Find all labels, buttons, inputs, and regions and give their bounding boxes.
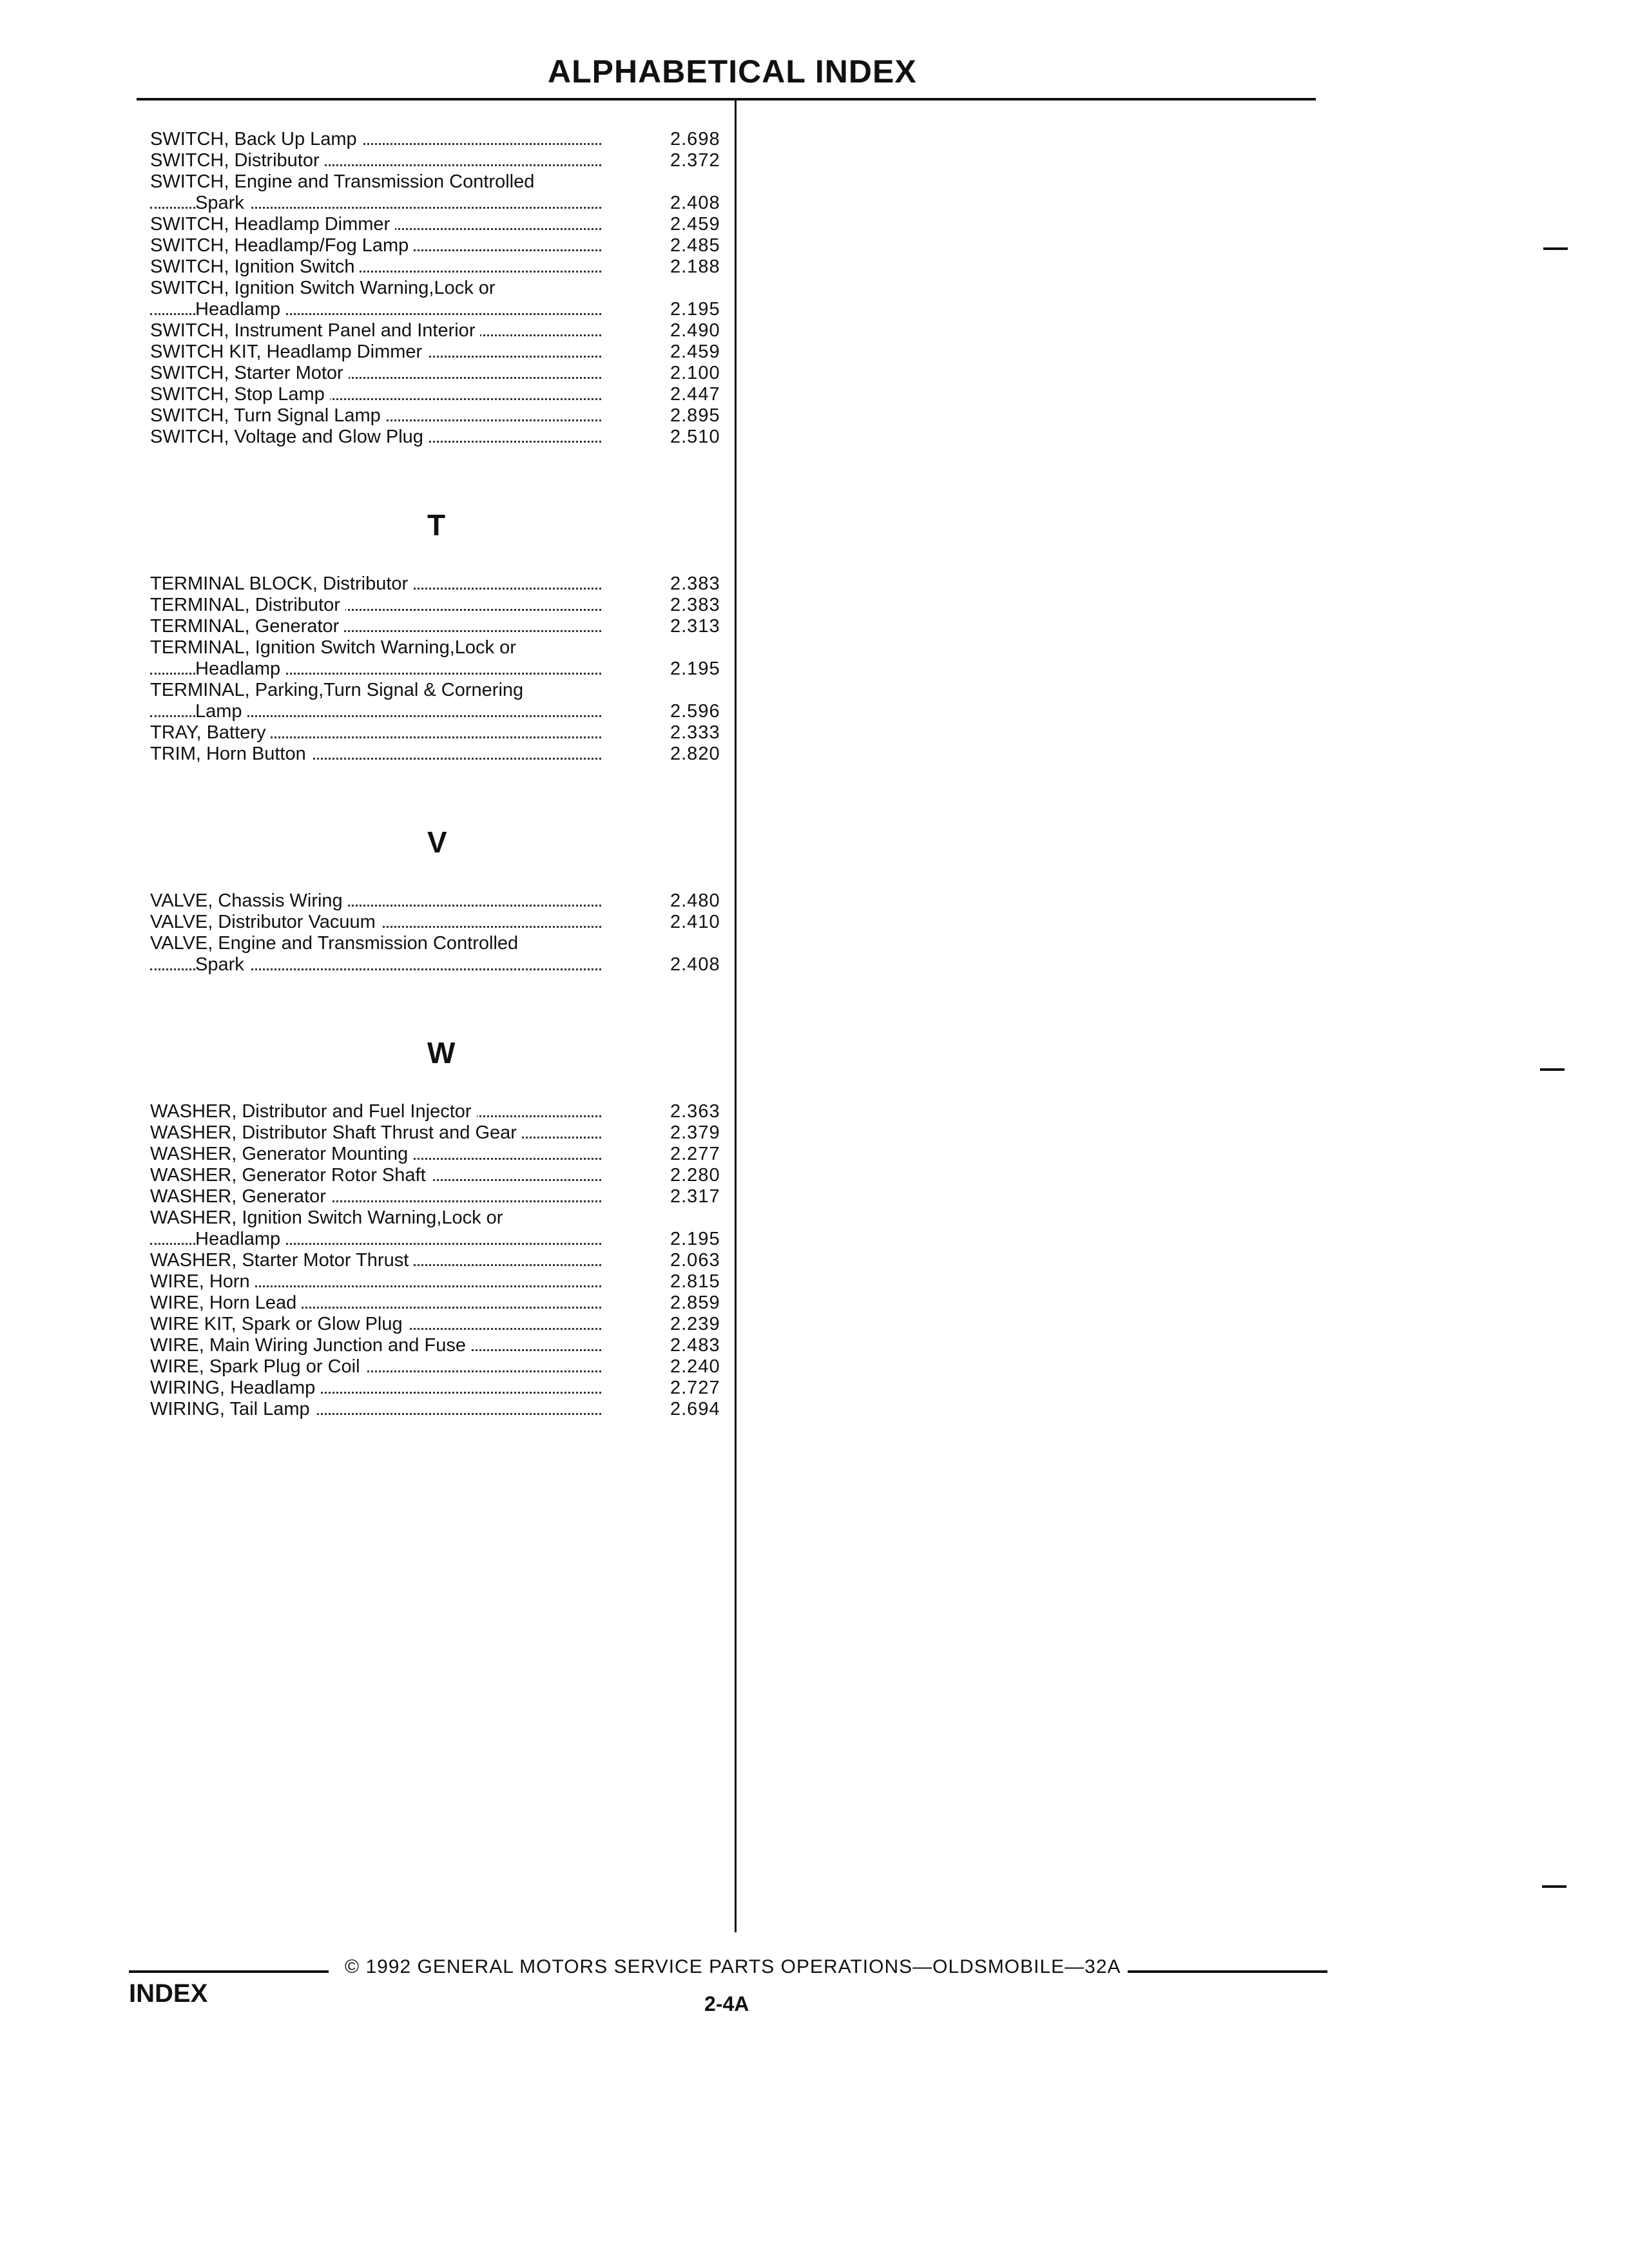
index-entry — [150, 658, 730, 680]
entry-page-number: 2.317 — [670, 1186, 720, 1207]
index-entry — [150, 150, 730, 171]
copyright-text: © 1992 GENERAL MOTORS SERVICE PARTS OPERATIONS—OLDSMOBILE—32A — [345, 1956, 1121, 1977]
entry-page-number: 2.277 — [670, 1144, 720, 1164]
entry-page-number: 2.379 — [670, 1122, 720, 1143]
index-entry — [150, 1144, 730, 1165]
entry-page-number: 2.063 — [670, 1250, 720, 1271]
entry-page-number: 2.372 — [670, 150, 720, 171]
margin-tick — [1543, 247, 1568, 250]
index-entry — [150, 214, 730, 235]
index-entry — [150, 363, 730, 384]
index-entries — [150, 129, 730, 1420]
index-entry-line — [150, 680, 730, 701]
entry-page-number: 2.459 — [670, 341, 720, 362]
index-entry — [150, 193, 730, 214]
entry-text: WASHER, Generator Mounting — [150, 1144, 413, 1165]
entry-text: Headlamp — [195, 299, 285, 320]
index-entry — [150, 890, 730, 912]
entry-text: WIRING, Tail Lamp — [150, 1399, 315, 1420]
entry-page-number: 2.490 — [670, 320, 720, 341]
entry-page-number: 2.447 — [670, 384, 720, 405]
index-entry — [150, 1122, 730, 1144]
entry-text: TERMINAL, Generator — [150, 616, 344, 637]
entry-text: SWITCH, Headlamp Dimmer — [150, 214, 395, 235]
footer-rule-right — [1128, 1970, 1327, 1973]
entry-text: WIRE, Spark Plug or Coil — [150, 1356, 365, 1378]
index-entry — [150, 1356, 730, 1378]
entry-text: SWITCH, Instrument Panel and Interior — [150, 320, 480, 341]
entry-page-number: 2.239 — [670, 1314, 720, 1334]
entry-text: SWITCH, Stop Lamp — [150, 384, 330, 405]
index-entry — [150, 701, 730, 722]
entry-text: Lamp — [195, 701, 247, 722]
entry-text: WASHER, Distributor and Fuel Injector — [150, 1101, 477, 1122]
index-entry-line — [150, 637, 730, 658]
entry-text: SWITCH, Starter Motor — [150, 363, 349, 384]
page-title: ALPHABETICAL INDEX — [548, 53, 917, 90]
index-entry — [150, 299, 730, 320]
entry-text: VALVE, Chassis Wiring — [150, 890, 348, 912]
header-rule — [137, 98, 1316, 101]
footer-rule-left — [129, 1970, 329, 1973]
entry-text: Headlamp — [195, 658, 285, 680]
index-entry — [150, 1271, 730, 1293]
index-entry — [150, 722, 730, 744]
entry-text: SWITCH, Headlamp/Fog Lamp — [150, 235, 414, 256]
entry-page-number: 2.480 — [670, 890, 720, 911]
entry-page-number: 2.383 — [670, 595, 720, 615]
entry-page-number: 2.698 — [670, 129, 720, 149]
entry-page-number: 2.313 — [670, 616, 720, 637]
entry-text: WIRE KIT, Spark or Glow Plug — [150, 1314, 408, 1335]
entry-page-number: 2.596 — [670, 701, 720, 722]
index-entry — [150, 341, 730, 363]
entry-text: TRIM, Horn Button — [150, 744, 311, 765]
index-entry — [150, 1229, 730, 1250]
index-entry — [150, 1250, 730, 1271]
index-entry — [150, 427, 730, 448]
index-entry-line — [150, 1207, 730, 1229]
entry-page-number: 2.195 — [670, 1229, 720, 1249]
entry-page-number: 2.188 — [670, 256, 720, 277]
column-divider — [735, 101, 737, 1932]
index-entry — [150, 1101, 730, 1122]
entry-text: TERMINAL, Ignition Switch Warning,Lock or — [150, 637, 521, 658]
section-letter: W — [427, 1036, 456, 1070]
entry-page-number: 2.727 — [670, 1378, 720, 1398]
index-entry-line — [150, 933, 730, 954]
entry-page-number: 2.820 — [670, 744, 720, 764]
entry-page-number: 2.383 — [670, 573, 720, 594]
entry-page-number: 2.459 — [670, 214, 720, 235]
section-label: INDEX — [129, 1979, 208, 2008]
index-entry — [150, 405, 730, 427]
entry-page-number: 2.510 — [670, 427, 720, 447]
entry-page-number: 2.408 — [670, 193, 720, 213]
entry-text: SWITCH, Voltage and Glow Plug — [150, 427, 429, 448]
entry-page-number: 2.815 — [670, 1271, 720, 1292]
index-entry-line — [150, 171, 730, 193]
entry-page-number: 2.485 — [670, 235, 720, 256]
entry-text: SWITCH, Turn Signal Lamp — [150, 405, 386, 427]
index-entry — [150, 573, 730, 595]
index-entry — [150, 1314, 730, 1335]
entry-text: SWITCH, Back Up Lamp — [150, 129, 362, 150]
entry-text: TRAY, Battery — [150, 722, 271, 744]
index-entry — [150, 256, 730, 278]
entry-page-number: 2.333 — [670, 722, 720, 743]
section-letter: T — [427, 508, 446, 542]
entry-text: VALVE, Engine and Transmission Controlled — [150, 933, 523, 954]
entry-page-number: 2.410 — [670, 912, 720, 932]
entry-page-number: 2.280 — [670, 1165, 720, 1186]
index-entry — [150, 954, 730, 975]
entry-page-number: 2.859 — [670, 1293, 720, 1313]
index-entry — [150, 384, 730, 405]
entry-text: WASHER, Ignition Switch Warning,Lock or — [150, 1207, 508, 1229]
page-number: 2-4A — [704, 1992, 749, 2015]
entry-page-number: 2.240 — [670, 1356, 720, 1377]
entry-page-number: 2.895 — [670, 405, 720, 426]
entry-page-number: 2.694 — [670, 1399, 720, 1419]
entry-text: SWITCH, Distributor — [150, 150, 325, 171]
entry-page-number: 2.100 — [670, 363, 720, 383]
index-entry — [150, 1186, 730, 1207]
entry-text: Headlamp — [195, 1229, 285, 1250]
entry-page-number: 2.195 — [670, 299, 720, 320]
entry-text: SWITCH, Ignition Switch Warning,Lock or — [150, 278, 501, 299]
entry-text: Spark — [195, 954, 249, 975]
entry-text: SWITCH, Ignition Switch — [150, 256, 360, 278]
index-entry-line — [150, 278, 730, 299]
margin-tick — [1542, 1885, 1566, 1888]
entry-text: SWITCH, Engine and Transmission Controlled — [150, 171, 539, 193]
index-entry — [150, 1165, 730, 1186]
entry-text: Spark — [195, 193, 249, 214]
entry-page-number: 2.408 — [670, 954, 720, 975]
entry-text: TERMINAL, Parking,Turn Signal & Cornering — [150, 680, 528, 701]
entry-text: WASHER, Distributor Shaft Thrust and Gear — [150, 1122, 522, 1144]
entry-text: WASHER, Generator — [150, 1186, 331, 1207]
entry-text: WIRING, Headlamp — [150, 1378, 320, 1399]
index-entry — [150, 1378, 730, 1399]
section-letter: V — [427, 825, 447, 859]
index-entry — [150, 1399, 730, 1420]
entry-page-number: 2.195 — [670, 658, 720, 679]
index-entry — [150, 129, 730, 150]
index-entry — [150, 320, 730, 341]
margin-tick — [1540, 1068, 1565, 1071]
index-entry — [150, 616, 730, 637]
entry-text: SWITCH KIT, Headlamp Dimmer — [150, 341, 427, 363]
entry-page-number: 2.363 — [670, 1101, 720, 1122]
index-entry — [150, 912, 730, 933]
entry-text: WIRE, Main Wiring Junction and Fuse — [150, 1335, 471, 1356]
entry-text: WASHER, Generator Rotor Shaft — [150, 1165, 431, 1186]
index-entry — [150, 1293, 730, 1314]
index-entry — [150, 1335, 730, 1356]
entry-text: WASHER, Starter Motor Thrust — [150, 1250, 414, 1271]
index-entry — [150, 235, 730, 256]
entry-text: WIRE, Horn Lead — [150, 1293, 302, 1314]
index-entry — [150, 744, 730, 765]
entry-text: VALVE, Distributor Vacuum — [150, 912, 381, 933]
entry-page-number: 2.483 — [670, 1335, 720, 1356]
index-entry — [150, 595, 730, 616]
entry-text: WIRE, Horn — [150, 1271, 255, 1293]
entry-text: TERMINAL BLOCK, Distributor — [150, 573, 413, 595]
entry-text: TERMINAL, Distributor — [150, 595, 345, 616]
